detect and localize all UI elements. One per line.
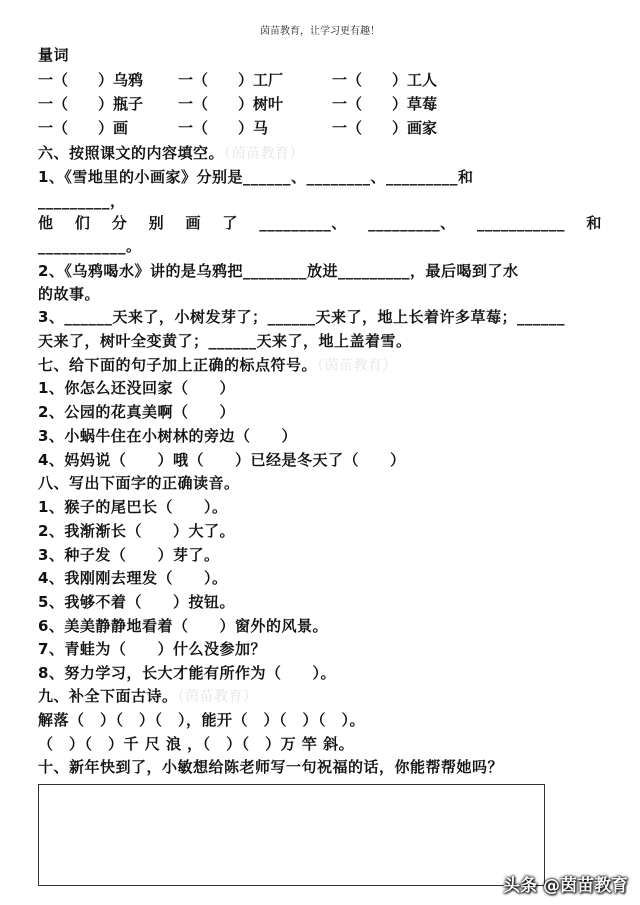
measure-item: 一（ ）草莓 bbox=[332, 95, 438, 113]
measure-item: 一（ ）画 bbox=[38, 119, 129, 137]
s8-item: 2、我渐渐长（ ）大了。 bbox=[38, 522, 235, 540]
s6-q1-line2: _________， bbox=[38, 192, 126, 210]
section-9-title: 九、补全下面古诗。（茵苗教育） bbox=[38, 687, 258, 705]
s6-q3-line1: 3、______天来了，小树发芽了；______天来了，地上长着许多草莓；______ bbox=[38, 308, 565, 326]
measure-item: 一（ ）工人 bbox=[332, 71, 438, 89]
s6-q1-line3: 他 们 分 别 画 了 _________、 _________、 ___________ 和 bbox=[38, 214, 602, 232]
s8-item: 8、努力学习，长大才能有所作为（ ）。 bbox=[38, 664, 336, 682]
measure-item: 一（ ）马 bbox=[178, 119, 269, 137]
measure-item: 一（ ）树叶 bbox=[178, 95, 284, 113]
s7-item: 4、妈妈说（ ）哦（ ）已经是冬天了（ ） bbox=[38, 451, 406, 469]
s8-item: 5、我够不着（ ）按钮。 bbox=[38, 593, 235, 611]
answer-box[interactable] bbox=[38, 784, 545, 886]
s6-q1-line4: ___________。 bbox=[38, 237, 142, 255]
s8-item: 3、种子发（ ）芽了。 bbox=[38, 546, 220, 564]
measure-item: 一（ ）瓶子 bbox=[38, 95, 144, 113]
section-10-title: 十、新年快到了，小敏想给陈老师写一句祝福的话，你能帮帮她吗？ bbox=[38, 758, 504, 776]
s6-q2-line1: 2、《乌鸦喝水》讲的是乌鸦把________放进_________，最后喝到了水 bbox=[38, 262, 519, 280]
watermark: （茵苗教育） bbox=[224, 146, 305, 162]
section-7-title: 七、给下面的句子加上正确的标点符号。（茵苗教育） bbox=[38, 356, 398, 374]
s6-q2-line2: 的故事。 bbox=[38, 285, 101, 303]
s9-poem-line2: （ ）（ ）千 尺 浪 ，（ ）（ ）万 竿 斜。 bbox=[38, 735, 355, 753]
measure-item: 一（ ）乌鸦 bbox=[38, 71, 144, 89]
s6-q3-line2: 天来了，树叶全变黄了；______天来了，地上盖着雪。 bbox=[38, 332, 412, 350]
measure-item: 一（ ）画家 bbox=[332, 119, 438, 137]
section-6-title: 六、按照课文的内容填空。（茵苗教育） bbox=[38, 144, 305, 162]
section-8-title: 八、写出下面字的正确读音。 bbox=[38, 474, 240, 492]
page-header: 茵苗教育，让学习更有趣！ bbox=[260, 26, 380, 37]
s8-item: 1、猴子的尾巴长（ ）。 bbox=[38, 498, 228, 516]
s8-item: 7、青蛙为（ ）什么没参加？ bbox=[38, 640, 266, 658]
s7-item: 3、小蜗牛住在小树林的旁边（ ） bbox=[38, 427, 297, 445]
s9-poem-line1: 解落（ ）（ ）（ ），能开（ ）（ ）（ ）。 bbox=[38, 711, 366, 729]
s8-item: 4、我刚刚去理发（ ）。 bbox=[38, 569, 228, 587]
measure-item: 一（ ）工厂 bbox=[178, 71, 284, 89]
watermark: （茵苗教育） bbox=[317, 358, 398, 374]
s7-item: 1、你怎么还没回家（ ） bbox=[38, 379, 235, 397]
watermark: （茵苗教育） bbox=[177, 689, 258, 705]
s7-item: 2、公园的花真美啊（ ） bbox=[38, 403, 235, 421]
footer-watermark: 头条 @茵苗教育 bbox=[503, 876, 628, 896]
s6-q1-line1: 1、《雪地里的小画家》分别是______、________、_________和 bbox=[38, 168, 474, 186]
measure-title: 量词 bbox=[38, 46, 70, 64]
s8-item: 6、美美静静地看着（ ）窗外的风景。 bbox=[38, 617, 328, 635]
